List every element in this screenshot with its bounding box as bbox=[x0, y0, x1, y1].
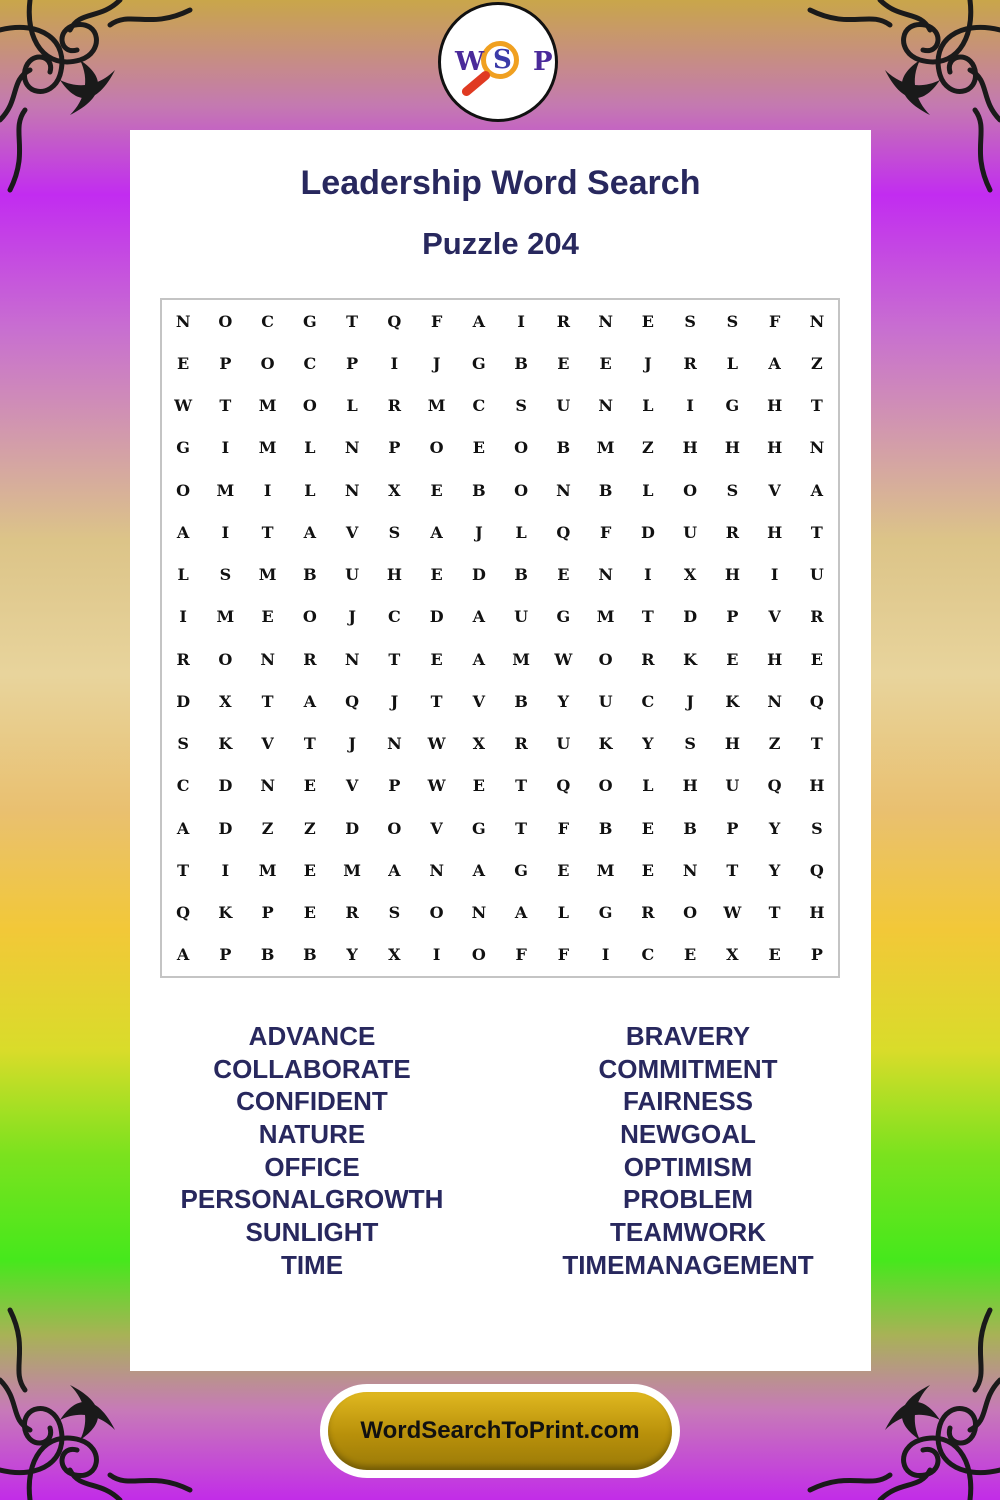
grid-cell[interactable]: I bbox=[221, 860, 230, 880]
grid-cell[interactable]: R bbox=[641, 649, 655, 669]
grid-cell[interactable]: P bbox=[261, 903, 274, 923]
grid-cell[interactable]: L bbox=[304, 480, 316, 500]
grid-cell[interactable]: H bbox=[724, 734, 740, 754]
grid-cell[interactable]: O bbox=[514, 480, 529, 500]
grid-cell[interactable]: N bbox=[598, 565, 613, 585]
grid-cell[interactable]: A bbox=[430, 522, 443, 542]
word-list-left bbox=[152, 1020, 472, 1282]
grid-cell[interactable]: C bbox=[176, 776, 190, 796]
grid-cell[interactable]: H bbox=[724, 438, 740, 458]
grid-cell[interactable]: B bbox=[556, 438, 571, 458]
grid-cell[interactable]: N bbox=[344, 438, 360, 458]
grid-cell[interactable]: J bbox=[686, 691, 694, 711]
grid-cell[interactable]: M bbox=[216, 607, 235, 627]
grid-cell[interactable]: E bbox=[684, 945, 697, 965]
grid-cell[interactable]: S bbox=[219, 565, 232, 585]
grid-cell[interactable]: S bbox=[811, 818, 823, 838]
grid-cell[interactable]: T bbox=[726, 860, 739, 880]
puzzle-number: Puzzle 204 bbox=[422, 226, 579, 261]
grid-cell[interactable]: A bbox=[514, 903, 528, 923]
page-title: Leadership Word Search bbox=[300, 164, 701, 202]
grid-cell[interactable]: U bbox=[514, 607, 529, 627]
grid-cell[interactable]: P bbox=[726, 818, 739, 838]
grid-cell[interactable]: T bbox=[810, 522, 823, 542]
grid-cell[interactable]: I bbox=[770, 565, 779, 585]
grid-cell[interactable]: U bbox=[556, 734, 571, 754]
grid-cell[interactable]: C bbox=[641, 691, 655, 711]
grid-cell[interactable]: R bbox=[556, 311, 571, 331]
grid-cell[interactable]: T bbox=[261, 522, 274, 542]
grid-cell[interactable]: M bbox=[258, 438, 277, 458]
grid-cell[interactable]: M bbox=[427, 396, 446, 416]
grid-cell[interactable]: K bbox=[218, 903, 233, 923]
grid-cell[interactable]: E bbox=[557, 860, 570, 880]
grid-cell[interactable]: M bbox=[343, 860, 361, 880]
grid-cell[interactable]: H bbox=[767, 649, 783, 669]
grid-cell[interactable]: K bbox=[683, 649, 698, 669]
grid-cell[interactable]: Z bbox=[304, 818, 316, 838]
grid-cell[interactable]: Q bbox=[809, 860, 824, 880]
grid-cell[interactable]: N bbox=[260, 776, 275, 796]
word-list-item: TIMEMANAGEMENT bbox=[562, 1249, 814, 1280]
grid-cell[interactable]: T bbox=[641, 607, 654, 627]
grid-cell[interactable]: P bbox=[219, 945, 232, 965]
grid-cell[interactable]: G bbox=[303, 311, 317, 331]
grid-cell[interactable]: X bbox=[726, 945, 739, 965]
grid-cell[interactable]: Q bbox=[767, 776, 782, 796]
grid-cell[interactable]: D bbox=[683, 607, 698, 627]
grid-cell[interactable]: U bbox=[556, 396, 571, 416]
word-list-item: FAIRNESS bbox=[622, 1086, 754, 1117]
grid-cell[interactable]: E bbox=[430, 565, 443, 585]
grid-cell[interactable]: V bbox=[430, 818, 443, 838]
grid-cell[interactable]: G bbox=[725, 396, 740, 416]
grid-cell[interactable]: T bbox=[810, 396, 823, 416]
grid-cell[interactable]: T bbox=[388, 649, 401, 669]
grid-cell[interactable]: R bbox=[176, 649, 190, 669]
grid-cell[interactable]: B bbox=[598, 480, 613, 500]
grid-cell[interactable]: X bbox=[388, 480, 401, 500]
grid-cell[interactable]: O bbox=[429, 903, 444, 923]
grid-cell[interactable]: P bbox=[388, 776, 401, 796]
grid-cell[interactable]: S bbox=[388, 522, 401, 542]
grid-cell[interactable]: N bbox=[809, 438, 825, 458]
grid-cell[interactable]: B bbox=[260, 945, 275, 965]
logo-letter-s: S bbox=[493, 45, 512, 75]
grid-cell[interactable]: E bbox=[557, 565, 570, 585]
grid-cell[interactable]: B bbox=[514, 691, 528, 711]
word-list-item: OPTIMISM bbox=[623, 1151, 753, 1182]
grid-cell[interactable]: E bbox=[430, 480, 443, 500]
grid-cell[interactable]: T bbox=[303, 734, 316, 754]
grid-cell[interactable]: C bbox=[472, 396, 486, 416]
grid-cell[interactable]: O bbox=[598, 649, 613, 669]
word-list-item: CONFIDENT bbox=[236, 1086, 388, 1117]
grid-cell[interactable]: N bbox=[175, 311, 191, 331]
grid-cell[interactable]: O bbox=[683, 903, 698, 923]
grid-cell[interactable]: E bbox=[641, 860, 654, 880]
grid-cell[interactable]: V bbox=[345, 522, 359, 542]
grid-cell[interactable]: K bbox=[218, 734, 233, 754]
grid-cell[interactable]: F bbox=[768, 311, 781, 331]
grid-cell[interactable]: W bbox=[427, 734, 446, 754]
grid-cell[interactable]: F bbox=[515, 945, 527, 965]
grid-cell[interactable]: M bbox=[216, 480, 235, 500]
grid-cell[interactable]: Z bbox=[261, 818, 274, 838]
grid-cell[interactable]: O bbox=[218, 649, 233, 669]
grid-cell[interactable]: Q bbox=[809, 691, 824, 711]
grid-cell[interactable]: F bbox=[557, 818, 570, 838]
grid-cell[interactable]: N bbox=[809, 311, 825, 331]
grid-cell[interactable]: L bbox=[304, 438, 316, 458]
grid-cell[interactable]: H bbox=[386, 565, 402, 585]
word-list-item: NATURE bbox=[258, 1119, 366, 1150]
grid-cell[interactable]: I bbox=[221, 522, 230, 542]
grid-cell[interactable]: K bbox=[725, 691, 740, 711]
grid-cell[interactable]: J bbox=[390, 691, 399, 711]
grid-cell[interactable]: E bbox=[303, 776, 316, 796]
grid-cell[interactable]: P bbox=[388, 438, 401, 458]
grid-cell[interactable]: T bbox=[177, 860, 190, 880]
grid-cell[interactable]: A bbox=[303, 691, 317, 711]
grid-cell[interactable]: N bbox=[344, 649, 360, 669]
grid-cell[interactable]: X bbox=[472, 734, 486, 754]
grid-cell[interactable]: N bbox=[471, 903, 487, 923]
grid-cell[interactable]: Q bbox=[345, 691, 360, 711]
grid-cell[interactable]: F bbox=[430, 311, 443, 331]
grid-cell[interactable]: W bbox=[723, 903, 742, 923]
grid-cell[interactable]: W bbox=[554, 649, 573, 669]
grid-cell[interactable]: Y bbox=[768, 818, 781, 838]
grid-cell[interactable]: A bbox=[176, 945, 190, 965]
grid-cell[interactable]: L bbox=[642, 776, 654, 796]
website-button[interactable] bbox=[328, 1392, 672, 1470]
grid-cell[interactable]: V bbox=[472, 691, 486, 711]
grid-cell[interactable]: P bbox=[219, 353, 232, 373]
word-list-item: TIME bbox=[280, 1249, 344, 1280]
grid-cell[interactable]: T bbox=[219, 396, 232, 416]
grid-cell[interactable]: E bbox=[641, 818, 654, 838]
grid-cell[interactable]: S bbox=[177, 734, 189, 754]
grid-cell[interactable]: E bbox=[472, 776, 485, 796]
grid-cell[interactable]: R bbox=[641, 903, 655, 923]
grid-cell[interactable]: T bbox=[515, 776, 528, 796]
grid-cell[interactable]: L bbox=[557, 903, 569, 923]
grid-cell[interactable]: B bbox=[303, 565, 317, 585]
grid-cell[interactable]: O bbox=[302, 396, 317, 416]
grid-cell[interactable]: O bbox=[429, 438, 444, 458]
grid-cell[interactable]: N bbox=[682, 860, 698, 880]
grid-cell[interactable]: M bbox=[596, 438, 615, 458]
grid-cell[interactable]: I bbox=[601, 945, 610, 965]
word-list-item: PERSONALGROWTH bbox=[180, 1184, 444, 1215]
grid-cell[interactable]: A bbox=[388, 860, 401, 880]
website-link[interactable]: WordSearchToPrint.com bbox=[360, 1417, 640, 1444]
grid-cell[interactable]: H bbox=[809, 903, 825, 923]
letter-grid bbox=[160, 298, 840, 978]
logo-letter-p: P bbox=[533, 47, 553, 77]
grid-cell[interactable]: Q bbox=[387, 311, 402, 331]
grid-cell[interactable]: U bbox=[598, 691, 613, 711]
grid-cell[interactable]: S bbox=[515, 396, 527, 416]
grid-cell[interactable]: T bbox=[810, 734, 823, 754]
grid-cell[interactable]: Z bbox=[642, 438, 654, 458]
grid-cell[interactable]: Q bbox=[556, 776, 571, 796]
word-list-item: TEAMWORK bbox=[610, 1217, 766, 1248]
grid-cell[interactable]: D bbox=[640, 522, 655, 542]
grid-cell[interactable]: S bbox=[726, 480, 739, 500]
grid-cell[interactable]: J bbox=[644, 353, 652, 373]
grid-cell[interactable]: O bbox=[260, 353, 275, 373]
grid-cell[interactable]: H bbox=[767, 396, 783, 416]
grid-cell[interactable]: N bbox=[598, 311, 613, 331]
grid-cell[interactable]: C bbox=[303, 353, 317, 373]
grid-cell[interactable]: I bbox=[221, 438, 230, 458]
word-list-item: ADVANCE bbox=[248, 1021, 376, 1051]
grid-cell[interactable]: O bbox=[302, 607, 317, 627]
grid-cell[interactable]: P bbox=[726, 607, 739, 627]
grid-cell[interactable]: I bbox=[686, 396, 694, 416]
grid-cell[interactable]: B bbox=[303, 945, 317, 965]
grid-cell[interactable]: Z bbox=[768, 734, 781, 754]
grid-cell[interactable]: H bbox=[767, 522, 783, 542]
grid-cell[interactable]: X bbox=[683, 565, 697, 585]
grid-cell[interactable]: I bbox=[390, 353, 399, 373]
grid-cell[interactable]: M bbox=[258, 860, 277, 880]
grid-cell[interactable]: M bbox=[512, 649, 530, 669]
grid-cell[interactable]: I bbox=[432, 945, 441, 965]
grid-cell[interactable]: O bbox=[218, 311, 233, 331]
grid-cell[interactable]: C bbox=[388, 607, 401, 627]
grid-cell[interactable]: O bbox=[176, 480, 191, 500]
grid-cell[interactable]: I bbox=[179, 607, 187, 627]
grid-cell[interactable]: U bbox=[345, 565, 360, 585]
grid-cell[interactable]: S bbox=[684, 734, 696, 754]
grid-cell[interactable]: R bbox=[387, 396, 402, 416]
website-badge[interactable] bbox=[320, 1384, 680, 1478]
grid-cell[interactable]: D bbox=[176, 691, 191, 711]
grid-cell[interactable]: E bbox=[430, 649, 443, 669]
grid-cell[interactable]: Y bbox=[768, 860, 781, 880]
grid-cell[interactable]: E bbox=[303, 903, 316, 923]
grid-cell[interactable]: X bbox=[388, 945, 401, 965]
grid-cell[interactable]: R bbox=[683, 353, 697, 373]
grid-cell[interactable]: T bbox=[768, 903, 781, 923]
grid-cell[interactable]: V bbox=[345, 776, 359, 796]
word-list-item: COMMITMENT bbox=[598, 1053, 778, 1084]
grid-cell[interactable]: N bbox=[260, 649, 275, 669]
grid-cell[interactable]: S bbox=[684, 311, 696, 331]
grid-cell[interactable]: E bbox=[810, 649, 823, 669]
grid-cell[interactable]: E bbox=[557, 353, 570, 373]
word-list-item: NEWGOAL bbox=[620, 1119, 756, 1150]
grid-cell[interactable]: T bbox=[430, 691, 443, 711]
grid-cell[interactable]: W bbox=[427, 776, 446, 796]
grid-cell[interactable]: G bbox=[472, 353, 486, 373]
grid-cell[interactable]: L bbox=[515, 522, 527, 542]
grid-cell[interactable]: V bbox=[768, 607, 781, 627]
grid-cell[interactable]: W bbox=[174, 396, 193, 416]
grid-cell[interactable]: M bbox=[596, 860, 615, 880]
grid-cell[interactable]: X bbox=[219, 691, 232, 711]
grid-cell[interactable]: E bbox=[641, 311, 654, 331]
grid-cell[interactable]: I bbox=[263, 480, 272, 500]
grid-cell[interactable]: V bbox=[261, 734, 274, 754]
grid-cell[interactable]: A bbox=[472, 607, 486, 627]
grid-cell[interactable]: T bbox=[515, 818, 528, 838]
grid-cell[interactable]: Z bbox=[811, 353, 823, 373]
grid-cell[interactable]: L bbox=[177, 565, 189, 585]
grid-cell[interactable]: N bbox=[429, 860, 444, 880]
grid-cell[interactable]: Y bbox=[557, 691, 570, 711]
word-list-item: PROBLEM bbox=[623, 1184, 753, 1215]
logo-letter-w: W bbox=[455, 47, 485, 77]
grid-cell[interactable]: A bbox=[472, 311, 486, 331]
grid-cell[interactable]: H bbox=[767, 438, 783, 458]
wsp-logo[interactable] bbox=[438, 2, 558, 122]
word-list-item: SUNLIGHT bbox=[245, 1217, 379, 1248]
word-list-right bbox=[528, 1020, 848, 1282]
grid-cell[interactable]: P bbox=[810, 945, 823, 965]
grid-cell[interactable]: Q bbox=[176, 903, 191, 923]
grid-cell[interactable]: T bbox=[346, 311, 359, 331]
grid-cell[interactable]: B bbox=[514, 353, 528, 373]
grid-cell[interactable]: E bbox=[177, 353, 190, 373]
grid-cell[interactable]: N bbox=[556, 480, 571, 500]
grid-cell[interactable]: C bbox=[641, 945, 655, 965]
grid-cell[interactable]: U bbox=[725, 776, 740, 796]
grid-cell[interactable]: L bbox=[346, 396, 358, 416]
grid-cell[interactable]: Y bbox=[642, 734, 654, 754]
grid-cell[interactable]: D bbox=[471, 565, 486, 585]
grid-cell[interactable]: Y bbox=[346, 945, 358, 965]
grid-cell[interactable]: N bbox=[387, 734, 402, 754]
grid-cell[interactable]: A bbox=[176, 818, 190, 838]
grid-cell[interactable]: E bbox=[303, 860, 316, 880]
grid-cell[interactable]: U bbox=[809, 565, 824, 585]
grid-cell[interactable]: B bbox=[683, 818, 697, 838]
grid-cell[interactable]: E bbox=[599, 353, 612, 373]
grid-cell[interactable]: N bbox=[344, 480, 360, 500]
grid-cell[interactable]: H bbox=[682, 438, 698, 458]
grid-cell[interactable]: B bbox=[598, 818, 613, 838]
grid-cell[interactable]: J bbox=[348, 734, 356, 754]
grid-cell[interactable]: E bbox=[768, 945, 781, 965]
grid-cell[interactable]: G bbox=[556, 607, 571, 627]
grid-cell[interactable]: B bbox=[514, 565, 528, 585]
grid-cell[interactable]: E bbox=[726, 649, 739, 669]
grid-cell[interactable]: H bbox=[809, 776, 825, 796]
grid-cell[interactable]: A bbox=[176, 522, 190, 542]
word-list-item: OFFICE bbox=[264, 1151, 360, 1182]
grid-cell[interactable]: R bbox=[810, 607, 824, 627]
grid-cell[interactable]: F bbox=[599, 522, 612, 542]
grid-cell[interactable]: S bbox=[388, 903, 401, 923]
grid-cell[interactable]: J bbox=[348, 607, 356, 627]
grid-cell[interactable]: R bbox=[345, 903, 359, 923]
grid-cell[interactable]: D bbox=[345, 818, 360, 838]
grid-cell[interactable]: P bbox=[346, 353, 359, 373]
grid-cell[interactable]: D bbox=[429, 607, 444, 627]
grid-cell[interactable]: H bbox=[682, 776, 698, 796]
grid-cell[interactable]: D bbox=[218, 776, 233, 796]
grid-cell[interactable]: A bbox=[472, 649, 486, 669]
grid-cell[interactable]: R bbox=[725, 522, 740, 542]
grid-cell[interactable]: B bbox=[472, 480, 486, 500]
puzzle-card bbox=[130, 130, 871, 1371]
grid-cell[interactable]: Q bbox=[556, 522, 571, 542]
word-list-item: COLLABORATE bbox=[213, 1053, 411, 1084]
grid-cell[interactable]: A bbox=[768, 353, 781, 373]
grid-cell[interactable]: R bbox=[303, 649, 317, 669]
grid-cell[interactable]: T bbox=[261, 691, 274, 711]
grid-cell[interactable]: N bbox=[767, 691, 782, 711]
grid-cell[interactable]: V bbox=[768, 480, 781, 500]
grid-cell[interactable]: G bbox=[598, 903, 613, 923]
grid-cell[interactable]: J bbox=[475, 522, 483, 542]
grid-cell[interactable]: N bbox=[598, 396, 613, 416]
word-list-item: BRAVERY bbox=[625, 1021, 751, 1051]
grid-cell[interactable]: A bbox=[810, 480, 824, 500]
grid-cell[interactable]: L bbox=[642, 480, 654, 500]
grid-cell[interactable]: K bbox=[598, 734, 613, 754]
grid-cell[interactable]: G bbox=[514, 860, 528, 880]
grid-cell[interactable]: G bbox=[472, 818, 486, 838]
grid-cell[interactable]: A bbox=[472, 860, 486, 880]
grid-cell[interactable]: O bbox=[471, 945, 486, 965]
grid-cell[interactable]: O bbox=[598, 776, 613, 796]
grid-cell[interactable]: H bbox=[724, 565, 740, 585]
grid-cell[interactable]: C bbox=[261, 311, 274, 331]
grid-cell[interactable]: J bbox=[432, 353, 441, 373]
grid-cell[interactable]: U bbox=[683, 522, 698, 542]
grid-cell[interactable]: M bbox=[596, 607, 615, 627]
grid-cell[interactable]: O bbox=[514, 438, 529, 458]
grid-cell[interactable]: M bbox=[258, 565, 277, 585]
grid-cell[interactable]: S bbox=[726, 311, 739, 331]
grid-cell[interactable]: O bbox=[387, 818, 402, 838]
grid-cell[interactable]: G bbox=[176, 438, 190, 458]
grid-cell[interactable]: I bbox=[644, 565, 652, 585]
grid-cell[interactable]: D bbox=[218, 818, 233, 838]
grid-cell[interactable]: I bbox=[517, 311, 525, 331]
grid-cell[interactable]: A bbox=[303, 522, 317, 542]
grid-cell[interactable]: M bbox=[258, 396, 277, 416]
grid-cell[interactable]: E bbox=[261, 607, 274, 627]
grid-cell[interactable]: F bbox=[557, 945, 570, 965]
grid-cell[interactable]: L bbox=[642, 396, 654, 416]
grid-cell[interactable]: R bbox=[514, 734, 528, 754]
grid-cell[interactable]: O bbox=[683, 480, 698, 500]
grid-cell[interactable]: L bbox=[726, 353, 738, 373]
grid-cell[interactable]: E bbox=[472, 438, 485, 458]
